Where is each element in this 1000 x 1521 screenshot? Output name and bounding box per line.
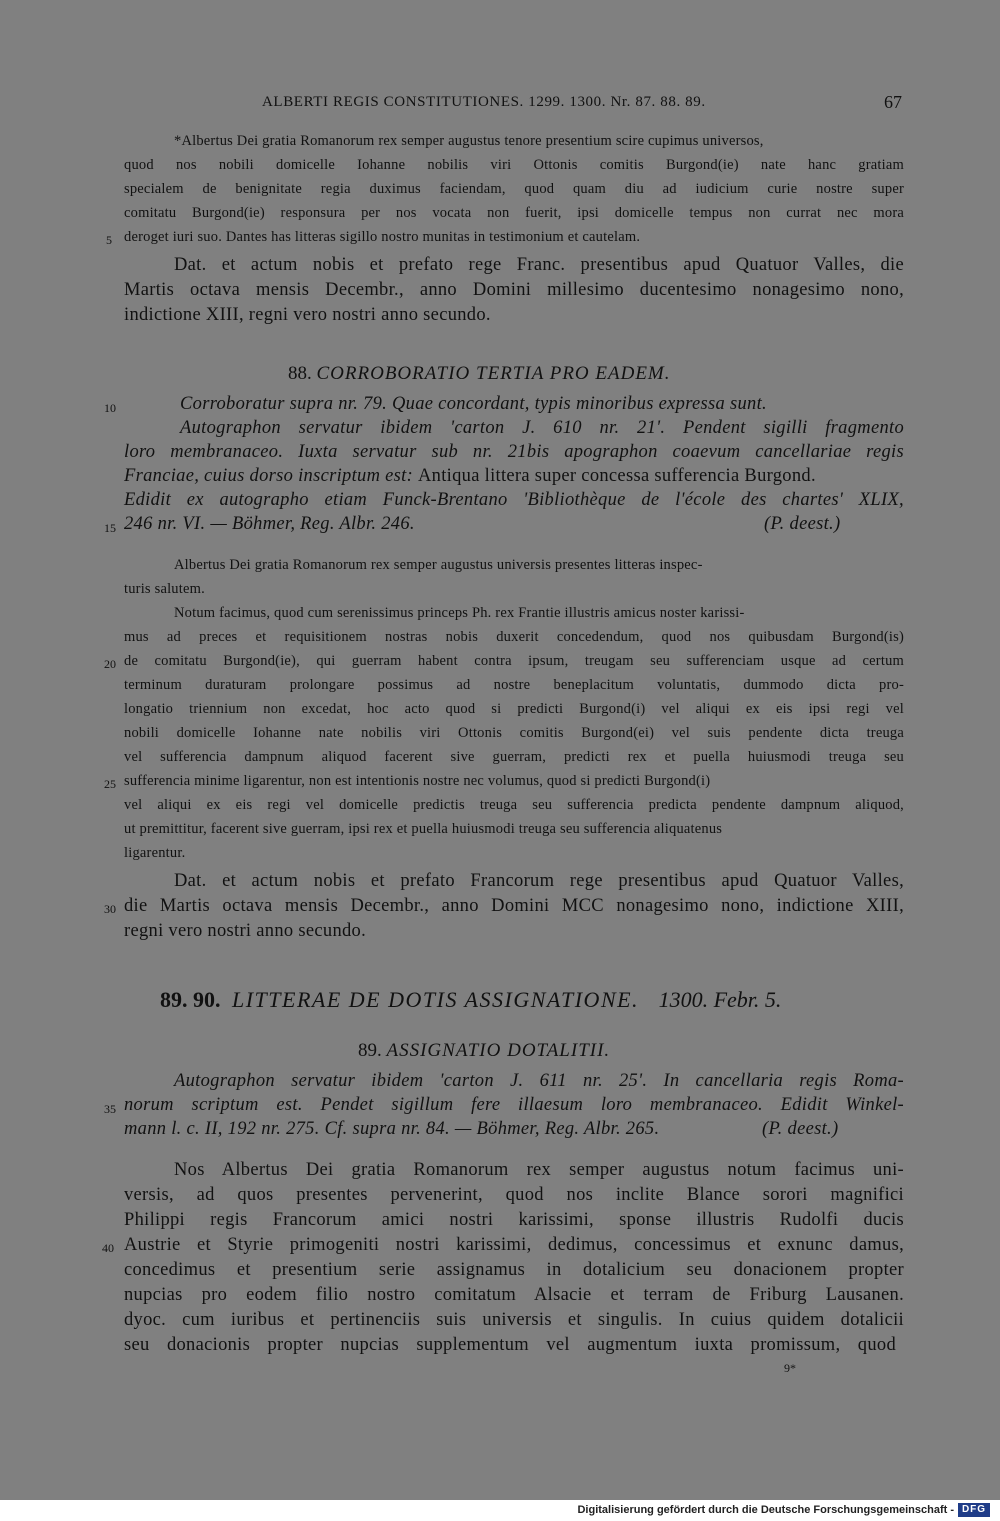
text-line: sufferencia minime ligarentur, non est intentionis nostre nec volumus, quod si predicti Burgond(i) [124, 773, 711, 789]
line-number: 20 [104, 657, 116, 671]
dating-line: Dat. et actum nobis et prefato Francorum rege presentibus apud Quatuor Valles, [174, 871, 904, 891]
text-line: quod nos nobili domicelle Iohanne nobilis viri Ottonis comitis Burgond(ie) nate hanc gratiam [124, 157, 904, 173]
line-number: 30 [104, 902, 116, 916]
text-line: vel aliqui ex eis regi vel domicelle predictis treuga seu sufferencia predicta pendente dampnum aliquod, [124, 797, 904, 813]
text-line: seu donacionis propter nupcias supplementum vel augmentum iuxta promissum, quod [124, 1335, 896, 1355]
note-line: (P. deest.) [764, 514, 841, 534]
text-line: vel sufferencia dampnum aliquod facerent sive guerram, predicti rex et puella huiusmodi treuga seu [124, 749, 904, 765]
note-line: Edidit ex autographo etiam Funck-Brentano 'Bibliothèque de l'école des chartes' XLIX, [124, 490, 904, 510]
text-line: versis, ad quos presentes pervenerint, quod nos inclite Blance sorori magnifici [124, 1185, 904, 1205]
line-number: 15 [104, 521, 116, 535]
note-line: Autographon servatur ibidem 'carton J. 611 nr. 25'. In cancellaria regis Roma- [174, 1071, 904, 1091]
text-line: specialem de benignitate regia duximus faciendam, quod quam diu ad iudicium curie nostre super [124, 181, 904, 197]
note-line: loro membranaceo. Iuxta servatur sub nr. 21bis apographon coaevum cancellariae regis [124, 442, 904, 462]
text-line: longatio triennium non excedat, hoc acto quod si predicti Burgond(i) vel aliqui ex eis ipsi regi vel [124, 701, 904, 717]
section-heading [288, 363, 671, 385]
section-number: 89. 90. [160, 987, 221, 1012]
note-line: 246 nr. VI. — Böhmer, Reg. Albr. 246. [124, 514, 415, 534]
section-heading [358, 1040, 610, 1062]
section-title: LITTERAE DE DOTIS ASSIGNATIONE. [232, 987, 640, 1012]
text-line: de comitatu Burgond(ie), qui guerram habent contra ipsum, treugam seu sufferenciam usque ad certum [124, 653, 904, 669]
dating-line: indictione XIII, regni vero nostri anno secundo. [124, 305, 491, 325]
footer-bar [0, 1500, 1000, 1521]
text-line: concedimus et presentium serie assignamus in dotalicium seu donacionem propter [124, 1260, 904, 1280]
text-line: dyoc. cum iuribus et pertinenciis suis universis et singulis. In cuius quidem dotalicii [124, 1310, 904, 1330]
text-line: comitatu Burgond(ie) responsura per nos vocata non fuerit, ipsi domicelle tempus non currat nec mora [124, 205, 904, 221]
text-line: Notum facimus, quod cum serenissimus princeps Ph. rex Frantie illustris amicus noster karissi- [174, 605, 745, 621]
section-number: 88. [288, 363, 312, 384]
text-line: Albertus Dei gratia Romanorum rex semper augustus universis presentes litteras inspec- [174, 557, 703, 573]
text-line: nupcias pro eodem filio nostro comitatum Alsacie et terram de Friburg Lausanen. [124, 1285, 904, 1305]
section-date: 1300. Febr. 5. [658, 987, 782, 1012]
note-line: Franciae, cuius dorso inscriptum est: [124, 466, 419, 486]
text-line: Austrie et Styrie primogeniti nostri karissimi, dedimus, concessimus et exnunc damus, [124, 1235, 904, 1255]
line-number: 40 [102, 1241, 114, 1255]
note-line: Autographon servatur ibidem 'carton J. 610 nr. 21'. Pendent sigilli fragmento [180, 418, 904, 438]
text-line: ligarentur. [124, 845, 186, 861]
text-line: ut premittitur, facerent sive guerram, ipsi rex et puella huiusmodi treuga seu sufferencia aliquatenus [124, 821, 723, 837]
page-number: 67 [884, 92, 902, 112]
section-title: ASSIGNATIO DOTALITII. [386, 1040, 611, 1061]
line-number: 35 [104, 1102, 116, 1116]
line-number: 10 [104, 401, 116, 415]
section-number: 89. [358, 1040, 382, 1061]
dating-line: Dat. et actum nobis et prefato rege Franc. presentibus apud Quatuor Valles, die [174, 255, 904, 275]
note-line: norum scriptum est. Pendet sigillum fere illaesum loro membranaceo. Edidit Winkel- [124, 1095, 904, 1115]
text-line: turis salutem. [124, 581, 205, 597]
text-line: Nos Albertus Dei gratia Romanorum rex semper augustus notum facimus uni- [174, 1160, 904, 1180]
dating-line: die Martis octava mensis Decembr., anno Domini MCC nonagesimo nono, indictione XIII, [124, 896, 904, 916]
text-line: nobili domicelle Iohanne nate nobilis viri Ottonis comitis Burgond(ei) vel suis pendente dicta treuga [124, 725, 904, 741]
signature-mark: 9* [784, 1361, 796, 1375]
main-section-heading [160, 987, 781, 1013]
note-line: mann l. c. II, 192 nr. 275. Cf. supra nr. 84. — Böhmer, Reg. Albr. 265. [124, 1119, 660, 1139]
note-line: Corroboratur supra nr. 79. Quae concordant, typis minoribus expressa sunt. [180, 394, 767, 414]
dfg-logo-icon[interactable]: DFG [958, 1503, 990, 1517]
note-line-mixed [124, 466, 904, 487]
text-line: deroget iuri suo. Dantes has litteras sigillo nostro munitas in testimonium et cautelam. [124, 229, 641, 245]
text-line: Philippi regis Francorum amici nostri karissimi, sponse illustris Rudolfi ducis [124, 1210, 904, 1230]
line-number: 25 [104, 777, 116, 791]
dating-line: Martis octava mensis Decembr., anno Domini millesimo ducentesimo nonagesimo nono, [124, 280, 904, 300]
running-title: ALBERTI REGIS CONSTITUTIONES. 1299. 1300. Nr. 87. 88. 89. [262, 94, 706, 110]
line-number: 5 [106, 233, 112, 247]
note-line: (P. deest.) [762, 1119, 839, 1139]
footer-credit: Digitalisierung gefördert durch die Deutsche Forschungsgemeinschaft - [577, 1504, 954, 1516]
text-line: terminum duraturam prolongare possimus ad nostre beneplacitum voluntatis, dummodo dicta pro- [124, 677, 904, 693]
dating-line: regni vero nostri anno secundo. [124, 921, 367, 941]
text-line: *Albertus Dei gratia Romanorum rex semper augustus tenore presentium scire cupimus universos, [174, 133, 764, 149]
text-line: mus ad preces et requisitionem nostras nobis duxerit concedendum, quod nos quibusdam Burgond(is) [124, 629, 904, 645]
section-title: CORROBORATIO TERTIA PRO EADEM. [316, 363, 671, 384]
dorsal-inscription: Antiqua littera super concessa sufferencia Burgond. [418, 466, 816, 486]
